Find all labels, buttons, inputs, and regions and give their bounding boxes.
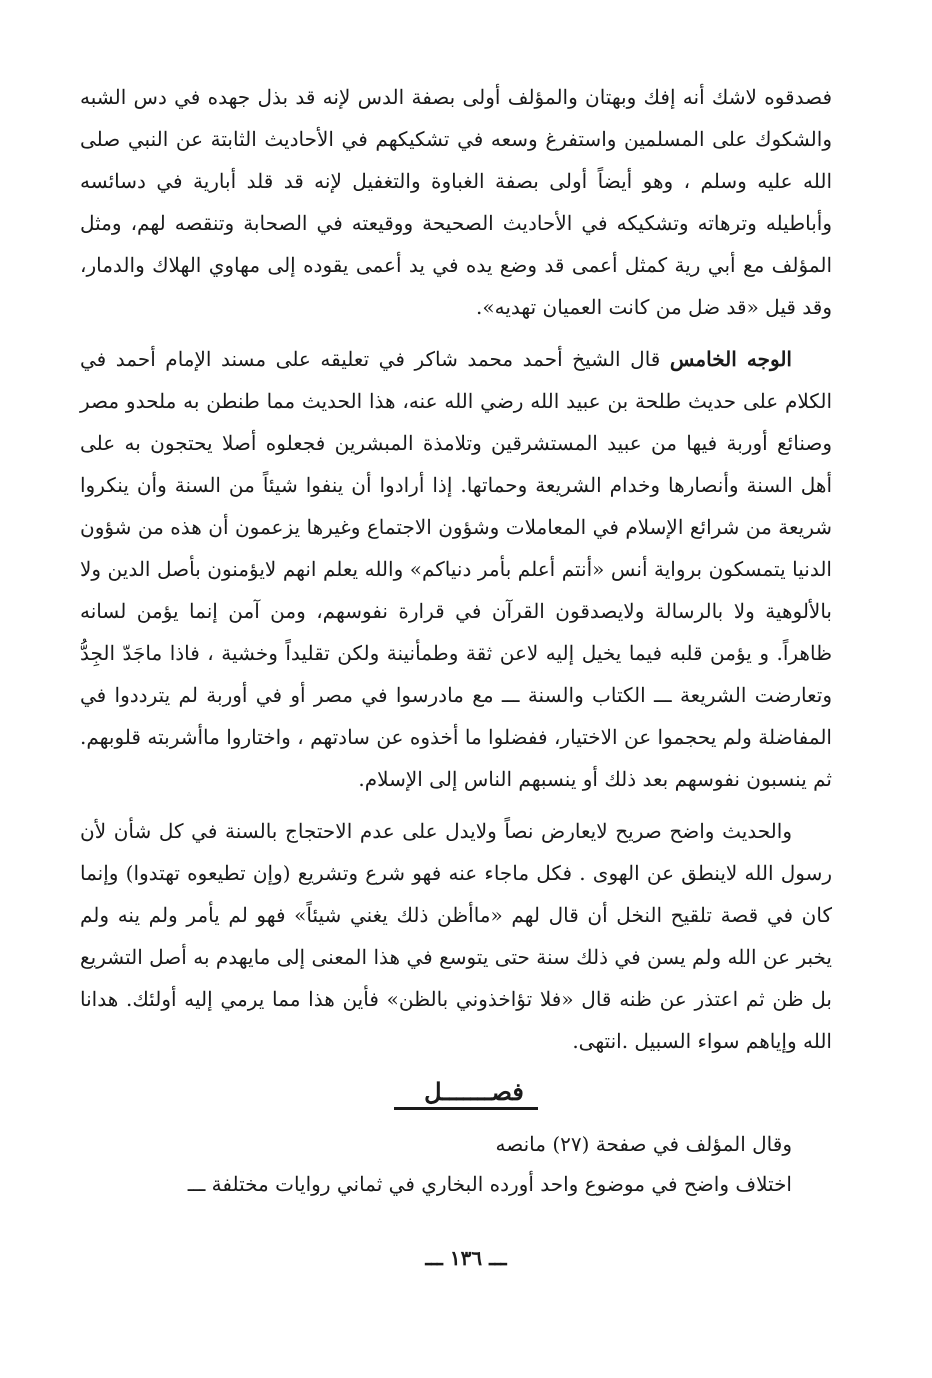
- page-body: [80, 76, 832, 1072]
- paragraph-lead: الوجه الخامس: [669, 347, 792, 371]
- paragraph-text: والحديث واضح صريح لايعارض نصاً ولايدل على عدم الاحتجاج بالسنة في كل شأن لأن رسول الله لاينطق عن الهوى . فكل ماجاء عنه فهو شرع وتشريع (وإن تطيعوه تهتدوا) وإنما كان في قصة تلقيح النخل أن قال لهم «ماأظن ذلك يغني شيئاً» فهو لم يأمر ولم ينه ولم يخبر عن الله ولم يسن في ذلك سنة حتى يتوسع في هذا المعنى إلى مايهدم به أصل التشريع بل ظن ثم اعتذر عن ظنه قال «فلا تؤاخذوني بالظن» فأين هذا مما يرمي إليه أولئك. هدانا الله وإياهم سواء السبيل .انتهى.: [80, 819, 832, 1053]
- paragraph-3: [80, 810, 832, 1062]
- closing-line-1: وقال المؤلف في صفحة (٢٧) مانصه: [495, 1132, 792, 1156]
- paragraph-text: فصدقوه لاشك أنه إفك وبهتان والمؤلف أولى بصفة الدس لإنه قد بذل جهده في دس الشبه والشكوك على المسلمين واستفرغ وسعه في تشكيكهم في الأحاديث الثابتة عن النبي صلى الله عليه وسلم ، وهو أيضاً أولى بصفة الغباوة والتغفيل لإنه قد قلد أبارية في دسائسه وأباطيله وترهاته وتشكيكه في الأحاديث الصحيحة ووقيعته في الصحابة وتنقصه لهم، ومثل المؤلف مع أبي رية كمثل أعمى قد وضع يده في يد أعمى يقوده إلى مهاوي الهلاك والدمار، وقد قيل «قد ضل من كانت العميان تهديه».: [80, 85, 832, 319]
- page-number: ـــ ١٣٦ ـــ: [425, 1246, 507, 1270]
- paragraph-2: [80, 338, 832, 800]
- closing-line-2: اختلاف واضح في موضوع واحد أورده البخاري في ثماني روايات مختلفة ـــ: [187, 1172, 792, 1196]
- closing-lines: [80, 1124, 832, 1204]
- paragraph-1: [80, 76, 832, 328]
- section-heading: [0, 1072, 932, 1112]
- paragraph-text: قال الشيخ أحمد محمد شاكر في تعليقه على مسند الإمام أحمد في الكلام على حديث طلحة بن عبيد الله رضي الله عنه، هذا الحديث مما طنطن به ملحدو مصر وصنائع أوربة فيها من عبيد المستشرقين وتلامذة المبشرين فجعلوه أصلا يحتجون به على أهل السنة وأنصارها وخدام الشريعة وحماتها. إذا أرادوا أن ينفوا شيئاً من السنة وأن ينكروا شريعة من شرائع الإسلام في المعاملات وشؤون الاجتماع وغيرها يزعمون أن هذه من شؤون الدنيا يتمسكون برواية أنس «أنتم أعلم بأمر دنياكم» والله يعلم انهم لايؤمنون بأصل الدين ولا بالألوهية ولا بالرسالة ولايصدقون القرآن في قرارة نفوسهم، ومن آمن إنما يؤمن لسانه ظاهراً. و يؤمن قلبه فيما يخيل إليه لاعن ثقة وطمأنينة ولكن تقليداً وخشية ، فاذا ماجَدّ الجِدُّ وتعارضت الشريعة ـــ الكتاب والسنة ـــ مع مادرسوا في مصر أو في أوربة لم يترددوا في المفاضلة ولم يحجموا عن الاختيار، ففضلوا ما أخذوه عن سادتهم ، واختاروا ماأشربته قلوبهم. ثم ينسبون نفوسهم بعد ذلك أو ينسبهم الناس إلى الإسلام.: [80, 347, 833, 791]
- section-heading-text: فصـــــــل: [394, 1077, 538, 1110]
